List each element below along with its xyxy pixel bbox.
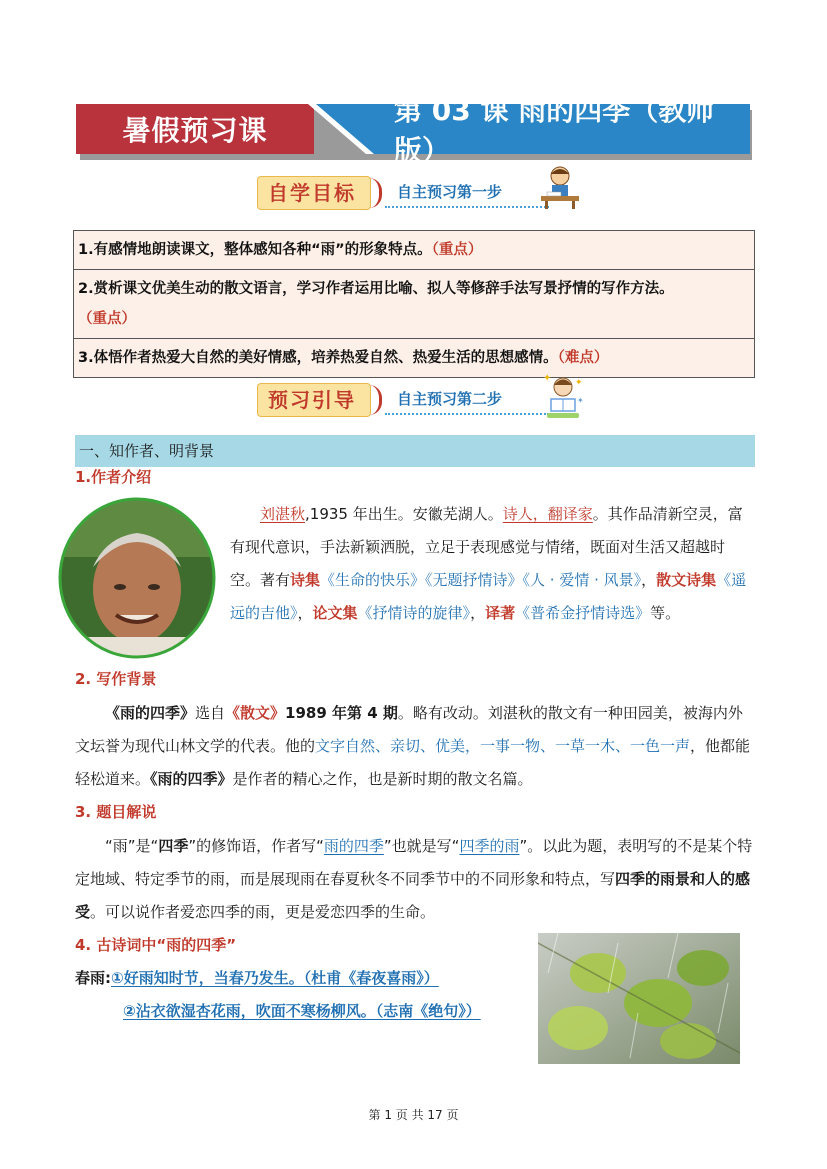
work-title: 《生命的快乐》《无题抒情诗》《人 · 爱情 · 风景》 bbox=[320, 571, 642, 589]
goal-row bbox=[74, 339, 755, 378]
goal-text: 2.赏析课文优美生动的散文语言，学习作者运用比喻、拟人等修辞手法写景抒情的写作方法。 bbox=[78, 281, 674, 297]
dotted-line bbox=[385, 413, 549, 415]
section-heading: 一、知作者、明背景 bbox=[75, 435, 755, 467]
curl-icon bbox=[369, 178, 382, 208]
svg-text:✦: ✦ bbox=[575, 378, 583, 388]
goal-mark: （重点） bbox=[78, 311, 136, 327]
preview-guide-badge bbox=[257, 373, 587, 419]
author-text: 等。 bbox=[650, 604, 681, 622]
work-title: 《雨的四季》 bbox=[150, 770, 233, 788]
season-label: 春雨: bbox=[75, 969, 111, 987]
rain-leaves-photo bbox=[538, 933, 740, 1064]
self-study-goals-badge bbox=[257, 176, 577, 212]
badge-tag: 预习引导 bbox=[257, 383, 371, 417]
te-keyword: 四季的雨景和人的感受 bbox=[75, 870, 751, 921]
goal-cell bbox=[74, 231, 755, 270]
learning-goals-table bbox=[73, 230, 755, 378]
work-title: 《抒情诗的旋律》 bbox=[357, 604, 471, 622]
work-title: 《遥远的吉他》 bbox=[230, 571, 747, 622]
badge-subtitle: 自主预习第一步 bbox=[397, 183, 503, 201]
svg-text:✦: ✦ bbox=[577, 396, 584, 405]
reading-child-icon bbox=[541, 371, 585, 421]
author-text: 。其作品清新空灵，富有现代意识，手法新颖洒脱，立足于表现感觉与情绪，既面对生活又超越时空。著有 bbox=[230, 505, 743, 589]
style-highlight: 文字自然、亲切、优美，一事一物、一草一木、一色一声 bbox=[315, 737, 691, 755]
te-phrase: 雨的四季 bbox=[323, 837, 384, 855]
author-heading: 1.作者介绍 bbox=[75, 468, 152, 486]
goal-mark: （重点） bbox=[431, 242, 483, 258]
issue-info: 1989 年第 4 期 bbox=[285, 704, 398, 722]
banner-left-label: 暑假预习课 bbox=[76, 104, 314, 154]
separator: ， bbox=[641, 571, 657, 589]
te-text: “雨”是“ bbox=[105, 837, 159, 855]
poems-block bbox=[75, 962, 515, 1028]
title-banner bbox=[76, 94, 752, 167]
bg-text: 是作者的精心之作，也是新时期的散文名篇。 bbox=[232, 770, 533, 788]
curl-icon bbox=[369, 385, 382, 415]
author-role: 诗人，翻译家 bbox=[502, 505, 593, 523]
te-text: 。可以说作者爱恋四季的雨，更是爱恋四季的生命。 bbox=[90, 903, 436, 921]
work-kind: 散文诗集 bbox=[656, 571, 717, 589]
goal-cell bbox=[74, 339, 755, 378]
goal-row bbox=[74, 231, 755, 270]
background-heading: 2. 写作背景 bbox=[75, 670, 157, 688]
goal-text: 1.有感情地朗读课文，整体感知各种“雨”的形象特点。 bbox=[78, 242, 432, 258]
te-text: ”也就是写“ bbox=[383, 837, 460, 855]
svg-text:✦: ✦ bbox=[543, 373, 552, 384]
student-desk-icon bbox=[539, 164, 581, 210]
dotted-line bbox=[385, 206, 549, 208]
work-kind: 论文集 bbox=[312, 604, 358, 622]
badge-tag: 自学目标 bbox=[257, 176, 371, 210]
poems-heading: 4. 古诗词中“雨的四季” bbox=[75, 936, 237, 954]
journal-title: 《散文》 bbox=[225, 704, 286, 722]
author-portrait bbox=[58, 497, 216, 659]
poem-line: ①好雨知时节，当春乃发生。（杜甫《春夜喜雨》） bbox=[111, 969, 439, 987]
te-text: ”的修饰语，作者写“ bbox=[188, 837, 324, 855]
author-name: 刘湛秋 bbox=[260, 505, 306, 523]
te-text: ”。以此为题，表明写的不是某个特定地域、特定季节的雨，而是展现雨在春夏秋冬不同季节中的不同形象和特点，写 bbox=[75, 837, 753, 888]
work-title: 《普希金抒情诗选》 bbox=[515, 604, 651, 622]
work-kind: 诗集 bbox=[290, 571, 321, 589]
separator: ， bbox=[297, 604, 313, 622]
bg-text: ，他都能轻松道来。 bbox=[75, 737, 751, 788]
lesson-title: 第 03 课 雨的四季（教师版） bbox=[394, 94, 715, 167]
goal-row bbox=[74, 270, 755, 339]
separator: ， bbox=[470, 604, 486, 622]
author-text: ,1935 年出生。安徽芜湖人。 bbox=[305, 505, 503, 523]
title-explain-heading: 3. 题目解说 bbox=[75, 803, 157, 821]
goal-mark: （难点） bbox=[557, 350, 609, 366]
page-footer: 第 1 页 共 17 页 bbox=[368, 1108, 459, 1122]
bg-text: 。略有改动。刘湛秋的散文有一种田园美，被海内外文坛誉为现代山林文学的代表。他的 bbox=[75, 704, 743, 755]
te-keyword: 四季 bbox=[158, 837, 189, 855]
background-paragraph bbox=[75, 697, 753, 796]
work-title: 《雨的四季》 bbox=[105, 704, 196, 722]
goal-cell bbox=[74, 270, 755, 339]
badge-subtitle: 自主预习第二步 bbox=[397, 390, 503, 408]
author-bio bbox=[230, 498, 752, 630]
work-kind: 译著 bbox=[485, 604, 516, 622]
bg-text: 选自 bbox=[195, 704, 226, 722]
goal-text: 3.体悟作者热爱大自然的美好情感，培养热爱自然、热爱生活的思想感情。 bbox=[78, 350, 558, 366]
poem-line: ②沾衣欲湿杏花雨，吹面不寒杨柳风。（志南《绝句》） bbox=[123, 1002, 481, 1020]
te-phrase: 四季的雨 bbox=[459, 837, 520, 855]
title-explain-paragraph bbox=[75, 830, 753, 929]
